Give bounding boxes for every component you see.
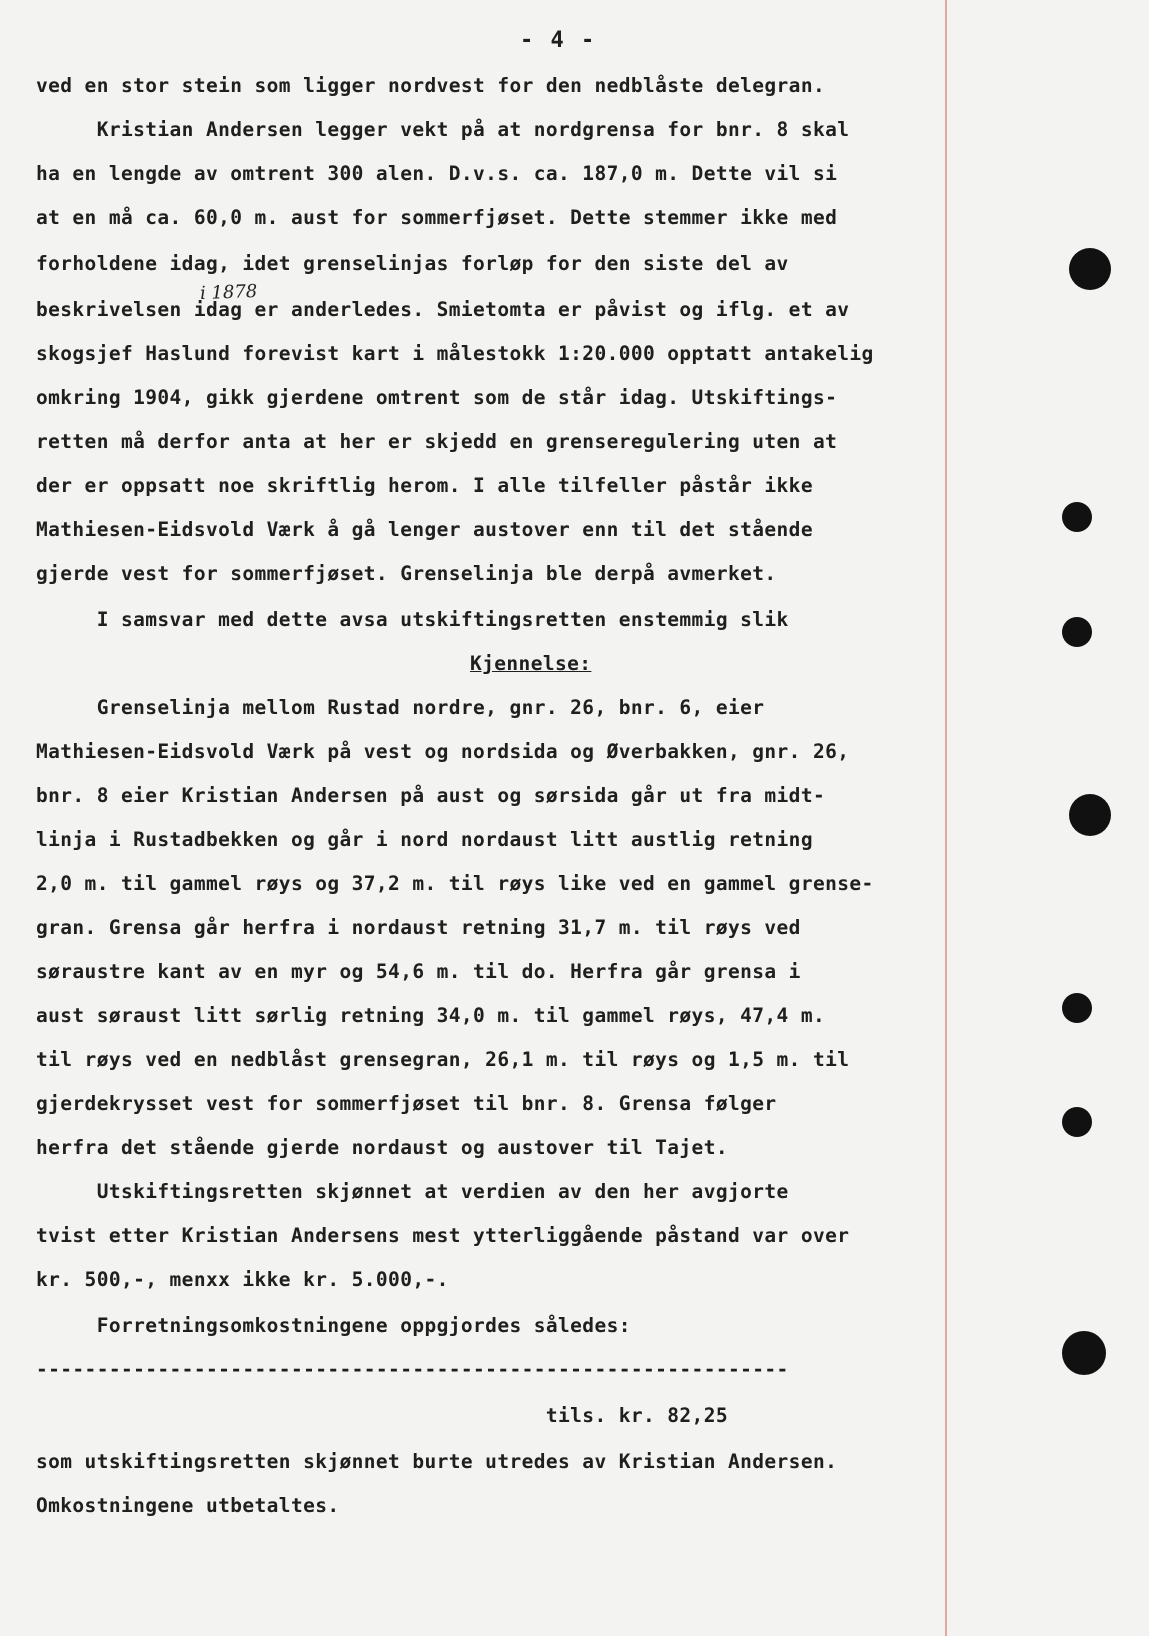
text-line: skogsjef Haslund forevist kart i målestokk 1:20.000 opptatt antakelig [36,342,874,365]
punch-hole [1062,502,1092,532]
text-line: gjerde vest for sommerfjøset. Grenselinja ble derpå avmerket. [36,562,777,585]
text-line: beskrivelsen idag er anderledes. Smietomta er påvist og iflg. et av [36,298,850,321]
red-margin-line [945,0,947,1636]
text-line: ved en stor stein som ligger nordvest for den nedblåste delegran. [36,74,826,97]
punch-hole [1062,1331,1106,1375]
punch-hole [1069,794,1111,836]
text-line: Mathiesen-Eidsvold Værk på vest og nordsida og Øverbakken, gnr. 26, [36,740,850,763]
text-line: der er oppsatt noe skriftlig herom. I alle tilfeller påstår ikke [36,474,813,497]
text-line: aust søraust litt sørlig retning 34,0 m. til gammel røys, 47,4 m. [36,1004,826,1027]
dashed-separator: -------------------------------------------------------------- [36,1358,789,1381]
text-line: Mathiesen-Eidsvold Værk å gå lenger austover enn til det stående [36,518,813,541]
text-line: ha en lengde av omtrent 300 alen. D.v.s. ca. 187,0 m. Dette vil si [36,162,838,185]
section-heading: Kjennelse: [470,652,592,675]
text-line: herfra det stående gjerde nordaust og austover til Tajet. [36,1136,728,1159]
text-line: forholdene idag, idet grenselinjas forløp for den siste del av [36,252,789,275]
punch-hole [1062,1107,1092,1137]
handwritten-annotation: i 1878 [199,281,258,304]
text-line: Omkostningene utbetaltes. [36,1494,340,1517]
text-line: tils. kr. 82,25 [36,1404,728,1427]
punch-hole [1062,993,1092,1023]
text-line: kr. 500,-, menxx ikke kr. 5.000,-. [36,1268,449,1291]
text-line: tvist etter Kristian Andersens mest ytterliggående påstand var over [36,1224,850,1247]
text-line: linja i Rustadbekken og går i nord nordaust litt austlig retning [36,828,813,851]
text-line: som utskiftingsretten skjønnet burte utredes av Kristian Andersen. [36,1450,838,1473]
text-line: søraustre kant av en myr og 54,6 m. til do. Herfra går grensa i [36,960,801,983]
text-line: gjerdekrysset vest for sommerfjøset til bnr. 8. Grensa følger [36,1092,777,1115]
text-line: retten må derfor anta at her er skjedd en grenseregulering uten at [36,430,838,453]
page-number: - 4 - [520,28,597,53]
text-line: Utskiftingsretten skjønnet at verdien av den her avgjorte [36,1180,789,1203]
text-line: Forretningsomkostningene oppgjordes således: [36,1314,631,1337]
text-line: at en må ca. 60,0 m. aust for sommerfjøset. Dette stemmer ikke med [36,206,838,229]
text-line: I samsvar med dette avsa utskiftingsretten enstemmig slik [36,608,789,631]
punch-hole [1069,248,1111,290]
text-line: Grenselinja mellom Rustad nordre, gnr. 26, bnr. 6, eier [36,696,765,719]
text-line: bnr. 8 eier Kristian Andersen på aust og sørsida går ut fra midt- [36,784,826,807]
punch-hole [1062,617,1092,647]
text-line: 2,0 m. til gammel røys og 37,2 m. til røys like ved en gammel grense- [36,872,874,895]
text-line: til røys ved en nedblåst grensegran, 26,1 m. til røys og 1,5 m. til [36,1048,850,1071]
text-line: gran. Grensa går herfra i nordaust retning 31,7 m. til røys ved [36,916,801,939]
text-line: Kristian Andersen legger vekt på at nordgrensa for bnr. 8 skal [36,118,850,141]
text-line: omkring 1904, gikk gjerdene omtrent som de står idag. Utskiftings- [36,386,838,409]
